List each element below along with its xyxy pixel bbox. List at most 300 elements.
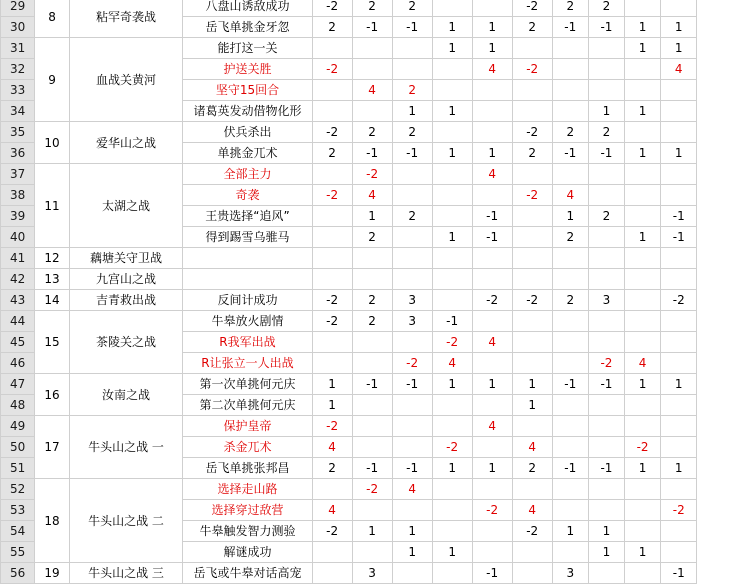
value-cell[interactable]: -1 — [661, 227, 697, 248]
value-cell[interactable] — [472, 248, 512, 269]
value-cell[interactable]: 2 — [392, 122, 432, 143]
event-cell[interactable]: 岳飞单挑金牙忽 — [183, 17, 312, 38]
event-cell[interactable]: 能打这一关 — [183, 38, 312, 59]
value-cell[interactable] — [661, 332, 697, 353]
row-header[interactable]: 53 — [1, 500, 35, 521]
row-header[interactable]: 39 — [1, 206, 35, 227]
event-cell[interactable]: 得到踢雪乌骓马 — [183, 227, 312, 248]
value-cell[interactable]: -1 — [552, 143, 588, 164]
value-cell[interactable]: 2 — [352, 227, 392, 248]
value-cell[interactable] — [432, 563, 472, 584]
value-cell[interactable] — [661, 164, 697, 185]
value-cell[interactable]: 1 — [661, 143, 697, 164]
row-header[interactable]: 50 — [1, 437, 35, 458]
value-cell[interactable] — [312, 542, 352, 563]
value-cell[interactable]: 1 — [512, 395, 552, 416]
value-cell[interactable]: 1 — [472, 17, 512, 38]
value-cell[interactable]: 1 — [312, 395, 352, 416]
value-cell[interactable] — [552, 479, 588, 500]
value-cell[interactable] — [472, 185, 512, 206]
value-cell[interactable]: -1 — [552, 17, 588, 38]
value-cell[interactable]: 1 — [352, 521, 392, 542]
value-cell[interactable] — [625, 311, 661, 332]
value-cell[interactable] — [472, 521, 512, 542]
value-cell[interactable]: -1 — [472, 206, 512, 227]
value-cell[interactable]: 1 — [432, 17, 472, 38]
value-cell[interactable] — [588, 563, 624, 584]
value-cell[interactable] — [432, 122, 472, 143]
value-cell[interactable]: 4 — [472, 164, 512, 185]
value-cell[interactable] — [661, 353, 697, 374]
value-cell[interactable] — [661, 101, 697, 122]
value-cell[interactable]: 1 — [552, 521, 588, 542]
value-cell[interactable] — [512, 38, 552, 59]
event-cell[interactable]: 岳飞单挑张邦昌 — [183, 458, 312, 479]
value-cell[interactable]: -1 — [661, 563, 697, 584]
value-cell[interactable] — [312, 38, 352, 59]
battle-name-cell[interactable]: 粘罕奇袭战 — [69, 0, 183, 38]
value-cell[interactable] — [625, 416, 661, 437]
row-header[interactable]: 36 — [1, 143, 35, 164]
value-cell[interactable] — [352, 59, 392, 80]
value-cell[interactable] — [392, 185, 432, 206]
event-cell[interactable]: 诸葛英发动借物化形 — [183, 101, 312, 122]
row-header[interactable]: 41 — [1, 248, 35, 269]
value-cell[interactable]: 1 — [512, 374, 552, 395]
value-cell[interactable] — [312, 80, 352, 101]
battle-number-cell[interactable]: 10 — [35, 122, 69, 164]
row-header[interactable]: 42 — [1, 269, 35, 290]
value-cell[interactable] — [625, 185, 661, 206]
value-cell[interactable]: -1 — [588, 17, 624, 38]
value-cell[interactable]: -2 — [661, 500, 697, 521]
battle-name-cell[interactable]: 血战关黄河 — [69, 38, 183, 122]
value-cell[interactable]: -2 — [661, 290, 697, 311]
event-cell[interactable]: 单挑金兀术 — [183, 143, 312, 164]
value-cell[interactable]: -1 — [588, 143, 624, 164]
row-header[interactable]: 49 — [1, 416, 35, 437]
value-cell[interactable]: -2 — [512, 59, 552, 80]
value-cell[interactable]: -2 — [472, 500, 512, 521]
value-cell[interactable] — [352, 395, 392, 416]
event-cell[interactable]: 王贵选择“追风” — [183, 206, 312, 227]
row-header[interactable]: 29 — [1, 0, 35, 17]
value-cell[interactable] — [552, 542, 588, 563]
value-cell[interactable]: 1 — [661, 374, 697, 395]
value-cell[interactable]: 1 — [625, 542, 661, 563]
value-cell[interactable]: 4 — [661, 59, 697, 80]
event-cell[interactable]: 选择走山路 — [183, 479, 312, 500]
row-header[interactable]: 51 — [1, 458, 35, 479]
value-cell[interactable] — [661, 437, 697, 458]
value-cell[interactable] — [588, 164, 624, 185]
value-cell[interactable] — [552, 332, 588, 353]
value-cell[interactable] — [512, 164, 552, 185]
value-cell[interactable]: 4 — [512, 500, 552, 521]
value-cell[interactable] — [312, 353, 352, 374]
value-cell[interactable] — [552, 500, 588, 521]
battle-name-cell[interactable]: 牛头山之战 一 — [69, 416, 183, 479]
value-cell[interactable] — [392, 416, 432, 437]
value-cell[interactable]: -1 — [472, 227, 512, 248]
value-cell[interactable] — [625, 80, 661, 101]
value-cell[interactable]: 2 — [392, 0, 432, 17]
battle-name-cell[interactable]: 茶陵关之战 — [69, 311, 183, 374]
value-cell[interactable]: -2 — [312, 311, 352, 332]
row-header[interactable]: 34 — [1, 101, 35, 122]
value-cell[interactable] — [588, 80, 624, 101]
value-cell[interactable]: -2 — [512, 0, 552, 17]
row-header[interactable]: 46 — [1, 353, 35, 374]
value-cell[interactable] — [352, 353, 392, 374]
value-cell[interactable] — [432, 500, 472, 521]
value-cell[interactable] — [392, 500, 432, 521]
value-cell[interactable]: 4 — [472, 332, 512, 353]
value-cell[interactable]: 1 — [625, 458, 661, 479]
value-cell[interactable] — [432, 416, 472, 437]
value-cell[interactable]: 1 — [432, 542, 472, 563]
event-cell[interactable]: R让张立一人出战 — [183, 353, 312, 374]
value-cell[interactable] — [552, 80, 588, 101]
value-cell[interactable] — [312, 101, 352, 122]
value-cell[interactable]: -1 — [392, 458, 432, 479]
value-cell[interactable] — [432, 164, 472, 185]
value-cell[interactable]: 2 — [588, 206, 624, 227]
row-header[interactable]: 32 — [1, 59, 35, 80]
value-cell[interactable] — [392, 332, 432, 353]
value-cell[interactable] — [392, 395, 432, 416]
row-header[interactable]: 37 — [1, 164, 35, 185]
value-cell[interactable]: -1 — [352, 17, 392, 38]
value-cell[interactable]: 1 — [392, 101, 432, 122]
event-cell[interactable]: 第二次单挑何元庆 — [183, 395, 312, 416]
value-cell[interactable]: 2 — [552, 0, 588, 17]
value-cell[interactable] — [472, 542, 512, 563]
value-cell[interactable] — [588, 332, 624, 353]
value-cell[interactable] — [661, 248, 697, 269]
value-cell[interactable]: 2 — [512, 458, 552, 479]
value-cell[interactable] — [392, 437, 432, 458]
event-cell[interactable]: 保护皇帝 — [183, 416, 312, 437]
value-cell[interactable]: 1 — [392, 521, 432, 542]
event-cell[interactable]: 伏兵杀出 — [183, 122, 312, 143]
event-cell[interactable]: 牛皋触发智力测验 — [183, 521, 312, 542]
value-cell[interactable]: -2 — [392, 353, 432, 374]
value-cell[interactable]: 2 — [552, 227, 588, 248]
row-header[interactable]: 44 — [1, 311, 35, 332]
value-cell[interactable] — [512, 479, 552, 500]
value-cell[interactable] — [661, 80, 697, 101]
value-cell[interactable]: 1 — [661, 38, 697, 59]
value-cell[interactable]: 2 — [512, 17, 552, 38]
value-cell[interactable]: 1 — [472, 458, 512, 479]
value-cell[interactable]: 3 — [392, 290, 432, 311]
value-cell[interactable]: -1 — [588, 374, 624, 395]
value-cell[interactable] — [512, 269, 552, 290]
value-cell[interactable]: 3 — [588, 290, 624, 311]
value-cell[interactable]: 1 — [625, 17, 661, 38]
value-cell[interactable] — [625, 563, 661, 584]
value-cell[interactable] — [625, 290, 661, 311]
value-cell[interactable]: -1 — [661, 206, 697, 227]
battle-number-cell[interactable]: 13 — [35, 269, 69, 290]
value-cell[interactable] — [625, 395, 661, 416]
battle-number-cell[interactable]: 9 — [35, 38, 69, 122]
value-cell[interactable]: -2 — [312, 59, 352, 80]
event-cell[interactable]: 岳飞或牛皋对话高宠 — [183, 563, 312, 584]
value-cell[interactable] — [588, 416, 624, 437]
event-cell[interactable]: R我军出战 — [183, 332, 312, 353]
value-cell[interactable]: -1 — [552, 458, 588, 479]
battle-name-cell[interactable]: 爱华山之战 — [69, 122, 183, 164]
battle-number-cell[interactable]: 12 — [35, 248, 69, 269]
value-cell[interactable] — [661, 479, 697, 500]
value-cell[interactable]: 1 — [312, 374, 352, 395]
value-cell[interactable]: 1 — [432, 38, 472, 59]
event-cell[interactable] — [183, 248, 312, 269]
value-cell[interactable]: -1 — [472, 563, 512, 584]
value-cell[interactable] — [588, 479, 624, 500]
value-cell[interactable] — [472, 0, 512, 17]
value-cell[interactable]: 4 — [312, 500, 352, 521]
value-cell[interactable]: -2 — [512, 521, 552, 542]
value-cell[interactable]: -2 — [312, 185, 352, 206]
value-cell[interactable] — [588, 248, 624, 269]
value-cell[interactable]: 1 — [432, 458, 472, 479]
value-cell[interactable] — [352, 437, 392, 458]
value-cell[interactable] — [512, 416, 552, 437]
value-cell[interactable]: 1 — [588, 521, 624, 542]
value-cell[interactable]: 1 — [625, 38, 661, 59]
value-cell[interactable]: -1 — [588, 458, 624, 479]
value-cell[interactable] — [432, 59, 472, 80]
value-cell[interactable]: 2 — [392, 80, 432, 101]
value-cell[interactable]: 1 — [432, 227, 472, 248]
value-cell[interactable] — [661, 311, 697, 332]
value-cell[interactable] — [432, 80, 472, 101]
value-cell[interactable] — [552, 311, 588, 332]
value-cell[interactable] — [472, 311, 512, 332]
value-cell[interactable]: 3 — [352, 563, 392, 584]
value-cell[interactable] — [312, 332, 352, 353]
row-header[interactable]: 40 — [1, 227, 35, 248]
value-cell[interactable]: 4 — [352, 80, 392, 101]
value-cell[interactable] — [432, 206, 472, 227]
value-cell[interactable] — [352, 101, 392, 122]
value-cell[interactable] — [512, 353, 552, 374]
event-cell[interactable]: 杀金兀术 — [183, 437, 312, 458]
row-header[interactable]: 35 — [1, 122, 35, 143]
value-cell[interactable]: 3 — [392, 311, 432, 332]
value-cell[interactable] — [661, 542, 697, 563]
value-cell[interactable]: 1 — [432, 143, 472, 164]
row-header[interactable]: 55 — [1, 542, 35, 563]
value-cell[interactable]: 1 — [625, 143, 661, 164]
value-cell[interactable] — [432, 395, 472, 416]
value-cell[interactable] — [552, 395, 588, 416]
value-cell[interactable]: 4 — [392, 479, 432, 500]
value-cell[interactable]: 3 — [552, 563, 588, 584]
battle-name-cell[interactable]: 太湖之战 — [69, 164, 183, 248]
value-cell[interactable] — [552, 353, 588, 374]
value-cell[interactable] — [392, 227, 432, 248]
battle-number-cell[interactable]: 14 — [35, 290, 69, 311]
value-cell[interactable] — [552, 437, 588, 458]
value-cell[interactable] — [352, 332, 392, 353]
value-cell[interactable] — [432, 479, 472, 500]
value-cell[interactable] — [352, 416, 392, 437]
value-cell[interactable]: -2 — [312, 416, 352, 437]
row-header[interactable]: 56 — [1, 563, 35, 584]
value-cell[interactable] — [392, 563, 432, 584]
value-cell[interactable]: 2 — [312, 143, 352, 164]
value-cell[interactable] — [512, 311, 552, 332]
value-cell[interactable] — [512, 248, 552, 269]
value-cell[interactable]: -1 — [432, 311, 472, 332]
battle-name-cell[interactable]: 九宫山之战 — [69, 269, 183, 290]
value-cell[interactable] — [432, 521, 472, 542]
row-header[interactable]: 38 — [1, 185, 35, 206]
value-cell[interactable]: -2 — [312, 0, 352, 17]
value-cell[interactable] — [512, 227, 552, 248]
value-cell[interactable] — [432, 0, 472, 17]
value-cell[interactable] — [625, 0, 661, 17]
value-cell[interactable] — [625, 332, 661, 353]
value-cell[interactable] — [352, 248, 392, 269]
value-cell[interactable] — [352, 500, 392, 521]
value-cell[interactable]: 1 — [625, 374, 661, 395]
value-cell[interactable]: 1 — [625, 101, 661, 122]
event-cell[interactable]: 选择穿过敌营 — [183, 500, 312, 521]
value-cell[interactable] — [312, 164, 352, 185]
value-cell[interactable] — [472, 269, 512, 290]
battle-number-cell[interactable]: 17 — [35, 416, 69, 479]
value-cell[interactable]: -2 — [588, 353, 624, 374]
value-cell[interactable] — [588, 227, 624, 248]
value-cell[interactable]: 2 — [352, 311, 392, 332]
value-cell[interactable]: 1 — [661, 458, 697, 479]
value-cell[interactable]: 1 — [588, 542, 624, 563]
value-cell[interactable]: -2 — [512, 122, 552, 143]
value-cell[interactable] — [661, 269, 697, 290]
battle-number-cell[interactable]: 15 — [35, 311, 69, 374]
value-cell[interactable] — [625, 521, 661, 542]
value-cell[interactable]: 4 — [352, 185, 392, 206]
row-header[interactable]: 33 — [1, 80, 35, 101]
value-cell[interactable]: 4 — [472, 59, 512, 80]
value-cell[interactable]: 4 — [625, 353, 661, 374]
battle-name-cell[interactable]: 汝南之战 — [69, 374, 183, 416]
value-cell[interactable]: 2 — [352, 290, 392, 311]
value-cell[interactable] — [472, 101, 512, 122]
value-cell[interactable] — [588, 269, 624, 290]
value-cell[interactable]: 2 — [552, 122, 588, 143]
value-cell[interactable]: 1 — [352, 206, 392, 227]
value-cell[interactable] — [552, 38, 588, 59]
row-header[interactable]: 47 — [1, 374, 35, 395]
battle-number-cell[interactable]: 19 — [35, 563, 69, 584]
value-cell[interactable]: -1 — [352, 143, 392, 164]
value-cell[interactable] — [661, 122, 697, 143]
value-cell[interactable] — [588, 500, 624, 521]
value-cell[interactable]: -2 — [625, 437, 661, 458]
event-cell[interactable]: 反间计成功 — [183, 290, 312, 311]
value-cell[interactable] — [312, 563, 352, 584]
value-cell[interactable]: -2 — [352, 164, 392, 185]
value-cell[interactable] — [661, 395, 697, 416]
value-cell[interactable] — [432, 185, 472, 206]
value-cell[interactable]: -1 — [392, 374, 432, 395]
value-cell[interactable] — [512, 332, 552, 353]
row-header[interactable]: 43 — [1, 290, 35, 311]
value-cell[interactable] — [661, 185, 697, 206]
value-cell[interactable]: -1 — [352, 458, 392, 479]
value-cell[interactable]: 2 — [312, 458, 352, 479]
value-cell[interactable]: 2 — [352, 0, 392, 17]
row-header[interactable]: 45 — [1, 332, 35, 353]
value-cell[interactable] — [472, 479, 512, 500]
value-cell[interactable]: -1 — [392, 143, 432, 164]
value-cell[interactable] — [588, 38, 624, 59]
value-cell[interactable] — [552, 248, 588, 269]
value-cell[interactable]: 4 — [472, 416, 512, 437]
row-header[interactable]: 30 — [1, 17, 35, 38]
value-cell[interactable] — [312, 269, 352, 290]
value-cell[interactable] — [661, 416, 697, 437]
value-cell[interactable]: 2 — [312, 17, 352, 38]
value-cell[interactable] — [472, 437, 512, 458]
value-cell[interactable] — [512, 101, 552, 122]
battle-number-cell[interactable]: 11 — [35, 164, 69, 248]
value-cell[interactable] — [392, 164, 432, 185]
value-cell[interactable] — [312, 479, 352, 500]
battle-name-cell[interactable]: 牛头山之战 二 — [69, 479, 183, 563]
value-cell[interactable] — [472, 353, 512, 374]
value-cell[interactable] — [432, 290, 472, 311]
value-cell[interactable]: 1 — [472, 374, 512, 395]
row-header[interactable]: 52 — [1, 479, 35, 500]
value-cell[interactable] — [472, 80, 512, 101]
value-cell[interactable] — [552, 164, 588, 185]
battle-number-cell[interactable]: 8 — [35, 0, 69, 38]
value-cell[interactable]: 2 — [588, 0, 624, 17]
event-cell[interactable]: 八盘山诱敌成功 — [183, 0, 312, 17]
value-cell[interactable] — [472, 395, 512, 416]
battle-number-cell[interactable]: 18 — [35, 479, 69, 563]
value-cell[interactable]: 4 — [312, 437, 352, 458]
value-cell[interactable] — [588, 185, 624, 206]
value-cell[interactable]: -2 — [472, 290, 512, 311]
event-cell[interactable]: 护送关胜 — [183, 59, 312, 80]
event-cell[interactable]: 牛皋放火剧情 — [183, 311, 312, 332]
value-cell[interactable]: 1 — [661, 17, 697, 38]
value-cell[interactable]: -1 — [352, 374, 392, 395]
value-cell[interactable] — [588, 311, 624, 332]
value-cell[interactable] — [625, 479, 661, 500]
value-cell[interactable]: 4 — [552, 185, 588, 206]
value-cell[interactable]: 2 — [588, 122, 624, 143]
battle-name-cell[interactable]: 藕塘关守卫战 — [69, 248, 183, 269]
value-cell[interactable]: 2 — [392, 206, 432, 227]
value-cell[interactable] — [625, 269, 661, 290]
event-cell[interactable]: 第一次单挑何元庆 — [183, 374, 312, 395]
value-cell[interactable]: 1 — [625, 227, 661, 248]
value-cell[interactable] — [392, 269, 432, 290]
value-cell[interactable] — [512, 206, 552, 227]
value-cell[interactable]: 1 — [472, 143, 512, 164]
value-cell[interactable] — [625, 164, 661, 185]
value-cell[interactable]: 1 — [552, 206, 588, 227]
